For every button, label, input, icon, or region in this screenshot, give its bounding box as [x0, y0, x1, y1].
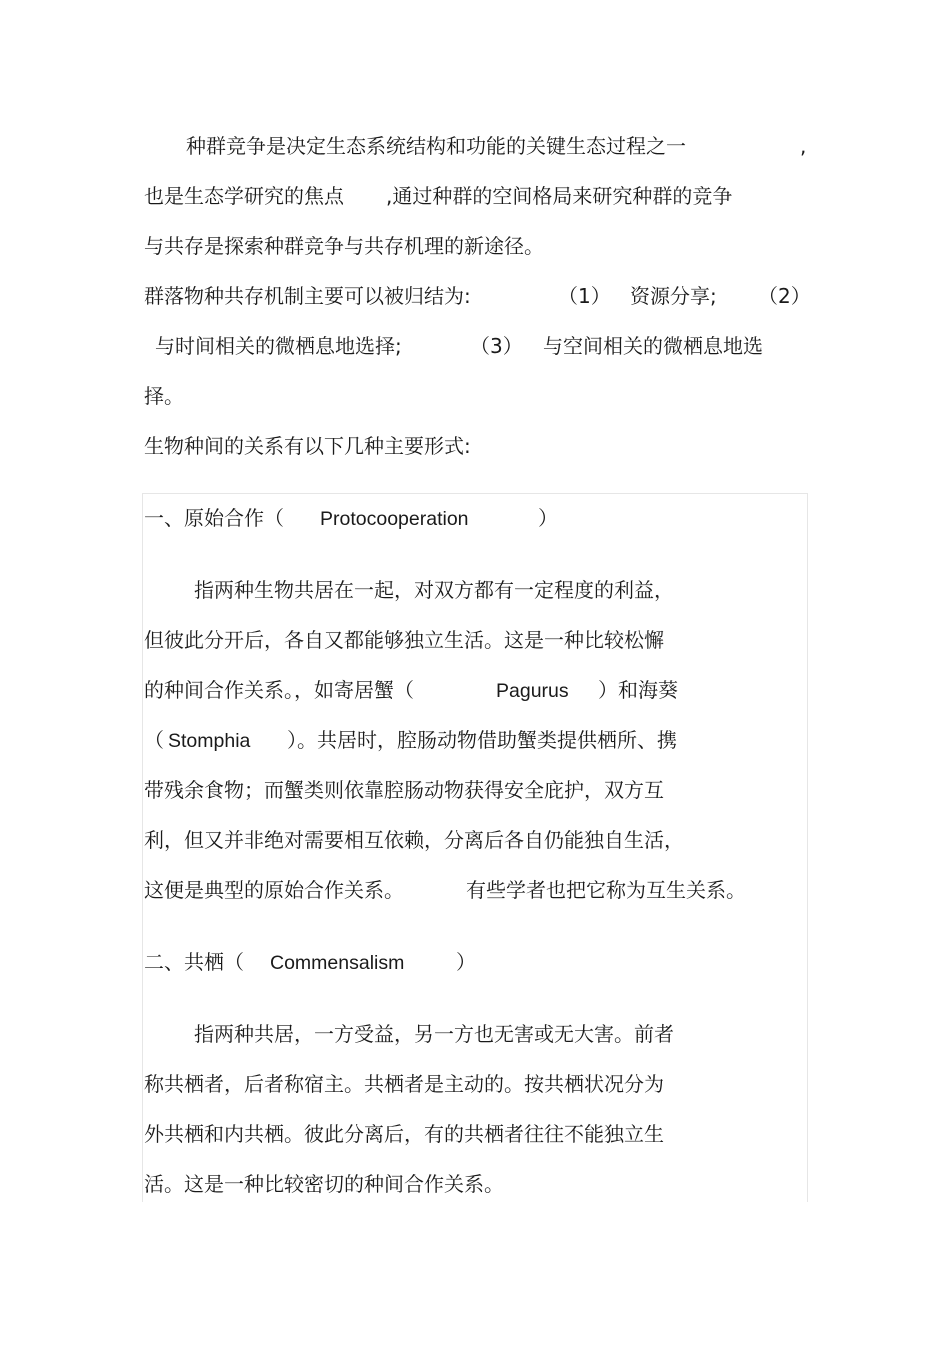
section1-line-7b: 有些学者也把它称为互生关系。 [466, 878, 746, 902]
section2-line-2: 称共栖者，后者称宿主。共栖者是主动的。按共栖状况分为 [144, 1072, 664, 1096]
intro-line-2b: ,通过种群的空间格局来研究种群的竞争 [386, 184, 733, 208]
section1-latin-pagurus: Pagurus [496, 680, 569, 702]
section1-line-1: 指两种生物共居在一起，对双方都有一定程度的利益， [194, 578, 674, 602]
section2-line-4: 活。这是一种比较密切的种间合作关系。 [144, 1172, 504, 1196]
section1-latin-stomphia: Stomphia [168, 730, 251, 752]
section1-line-3b: ）和海葵 [598, 678, 678, 702]
coexist-line-3: 择。 [144, 384, 184, 408]
relations-lead: 生物种间的关系有以下几种主要形式: [144, 434, 471, 458]
section1-line-4a: （ [144, 728, 164, 752]
coexist-line-1b: （1） [558, 284, 611, 308]
section2-line-3: 外共栖和内共栖。彼此分离后，有的共栖者往往不能独立生 [144, 1122, 664, 1146]
section1-heading: 一、原始合作（ [144, 506, 284, 530]
coexist-line-1c: 资源分享; [630, 284, 717, 308]
coexist-line-2b: （3） [470, 334, 523, 358]
section1-line-3a: 的种间合作关系。，如寄居蟹（ [144, 678, 414, 702]
section2-heading: 二、共栖（ [144, 950, 244, 974]
section1-line-2: 但彼此分开后，各自又都能够独立生活。这是一种比较松懈 [144, 628, 664, 652]
section1-line-7a: 这便是典型的原始合作关系。 [144, 878, 404, 902]
section2-heading-close: ） [456, 950, 476, 974]
coexist-line-1a: 群落物种共存机制主要可以被归结为: [144, 284, 471, 308]
coexist-line-2c: 与空间相关的微栖息地选 [543, 334, 763, 358]
section1-heading-latin: Protocooperation [320, 508, 469, 530]
coexist-line-1d: （2） [758, 284, 811, 308]
section2-heading-latin: Commensalism [270, 952, 405, 974]
section1-line-5: 带残余食物；而蟹类则依靠腔肠动物获得安全庇护，双方互 [144, 778, 664, 802]
intro-line-3: 与共存是探索种群竞争与共存机理的新途径。 [144, 234, 544, 258]
coexist-line-2a: 与时间相关的微栖息地选择; [155, 334, 402, 358]
section1-line-6: 利，但又并非绝对需要相互依赖，分离后各自仍能独自生活， [144, 828, 684, 852]
section2-line-1: 指两种共居，一方受益，另一方也无害或无大害。前者 [194, 1022, 674, 1046]
intro-line-1-comma: , [800, 134, 807, 158]
section1-heading-close: ） [538, 506, 558, 530]
section1-line-4b: ）。共居时，腔肠动物借助蟹类提供栖所、携 [287, 728, 677, 752]
intro-line-1: 种群竞争是决定生态系统结构和功能的关键生态过程之一 [186, 134, 686, 158]
intro-line-2a: 也是生态学研究的焦点 [144, 184, 344, 208]
